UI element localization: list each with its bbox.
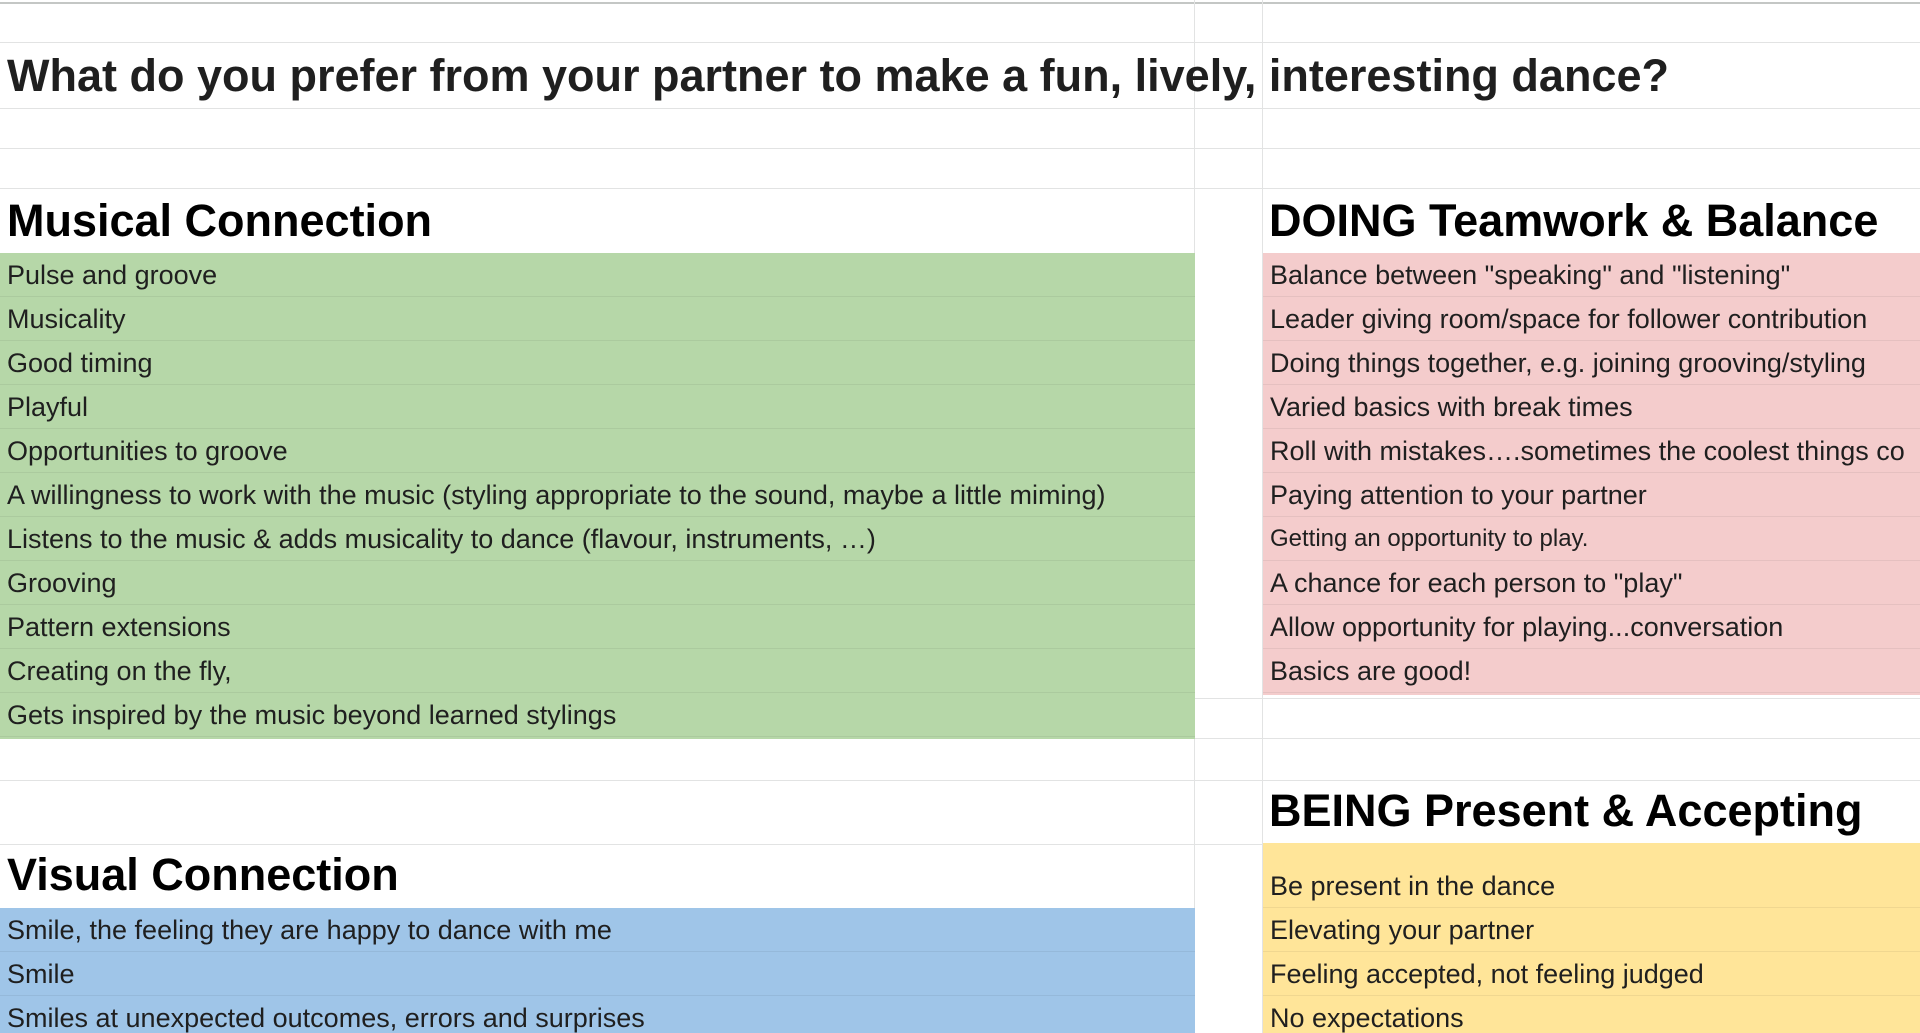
gridline [0,148,1920,149]
list-item[interactable]: Smiles at unexpected outcomes, errors and surprises [0,996,1195,1033]
list-item[interactable]: Roll with mistakes….sometimes the coolest things co [1263,429,1920,473]
list-item[interactable]: Good timing [0,341,1195,385]
list-item[interactable]: Pulse and groove [0,253,1195,297]
list-item[interactable]: Varied basics with break times [1263,385,1920,429]
being-present-list [1263,843,1920,1033]
list-item[interactable]: Creating on the fly, [0,649,1195,693]
list-item[interactable]: Getting an opportunity to play. [1263,517,1920,561]
list-item[interactable]: A chance for each person to "play" [1263,561,1920,605]
list-item[interactable]: Listens to the music & adds musicality to dance (flavour, instruments, …) [0,517,1195,561]
gridline [0,188,1920,189]
list-item[interactable]: Playful [0,385,1195,429]
visual-connection-header[interactable]: Visual Connection [7,849,399,900]
list-item[interactable]: Balance between "speaking" and "listening" [1263,253,1920,297]
list-item[interactable]: Doing things together, e.g. joining grooving/styling [1263,341,1920,385]
list-item[interactable]: Paying attention to your partner [1263,473,1920,517]
list-item[interactable]: No expectations [1263,996,1920,1033]
list-item[interactable]: Smile [0,952,1195,996]
list-item[interactable]: Be present in the dance [1263,864,1920,908]
doing-teamwork-list [1263,253,1920,695]
list-item[interactable]: Feeling accepted, not feeling judged [1263,952,1920,996]
list-item[interactable]: Musicality [0,297,1195,341]
list-item[interactable]: Allow opportunity for playing...conversation [1263,605,1920,649]
list-item[interactable]: Grooving [0,561,1195,605]
musical-connection-header[interactable]: Musical Connection [7,195,433,246]
musical-connection-list [0,253,1195,739]
list-item[interactable]: Pattern extensions [0,605,1195,649]
list-item[interactable]: A willingness to work with the music (styling appropriate to the sound, maybe a little miming) [0,473,1195,517]
sheet-title[interactable]: What do you prefer from your partner to make a fun, lively, interesting dance? [7,50,1669,101]
list-item[interactable]: Opportunities to groove [0,429,1195,473]
list-item[interactable]: Basics are good! [1263,649,1920,693]
list-item[interactable]: Elevating your partner [1263,908,1920,952]
visual-connection-list [0,908,1195,1033]
doing-teamwork-header[interactable]: DOING Teamwork & Balance [1269,195,1879,246]
list-item[interactable]: Gets inspired by the music beyond learned stylings [0,693,1195,737]
list-item[interactable]: Smile, the feeling they are happy to dance with me [0,908,1195,952]
being-present-header[interactable]: BEING Present & Accepting [1269,785,1863,836]
gridline [0,2,1920,4]
list-item[interactable]: Leader giving room/space for follower contribution [1263,297,1920,341]
